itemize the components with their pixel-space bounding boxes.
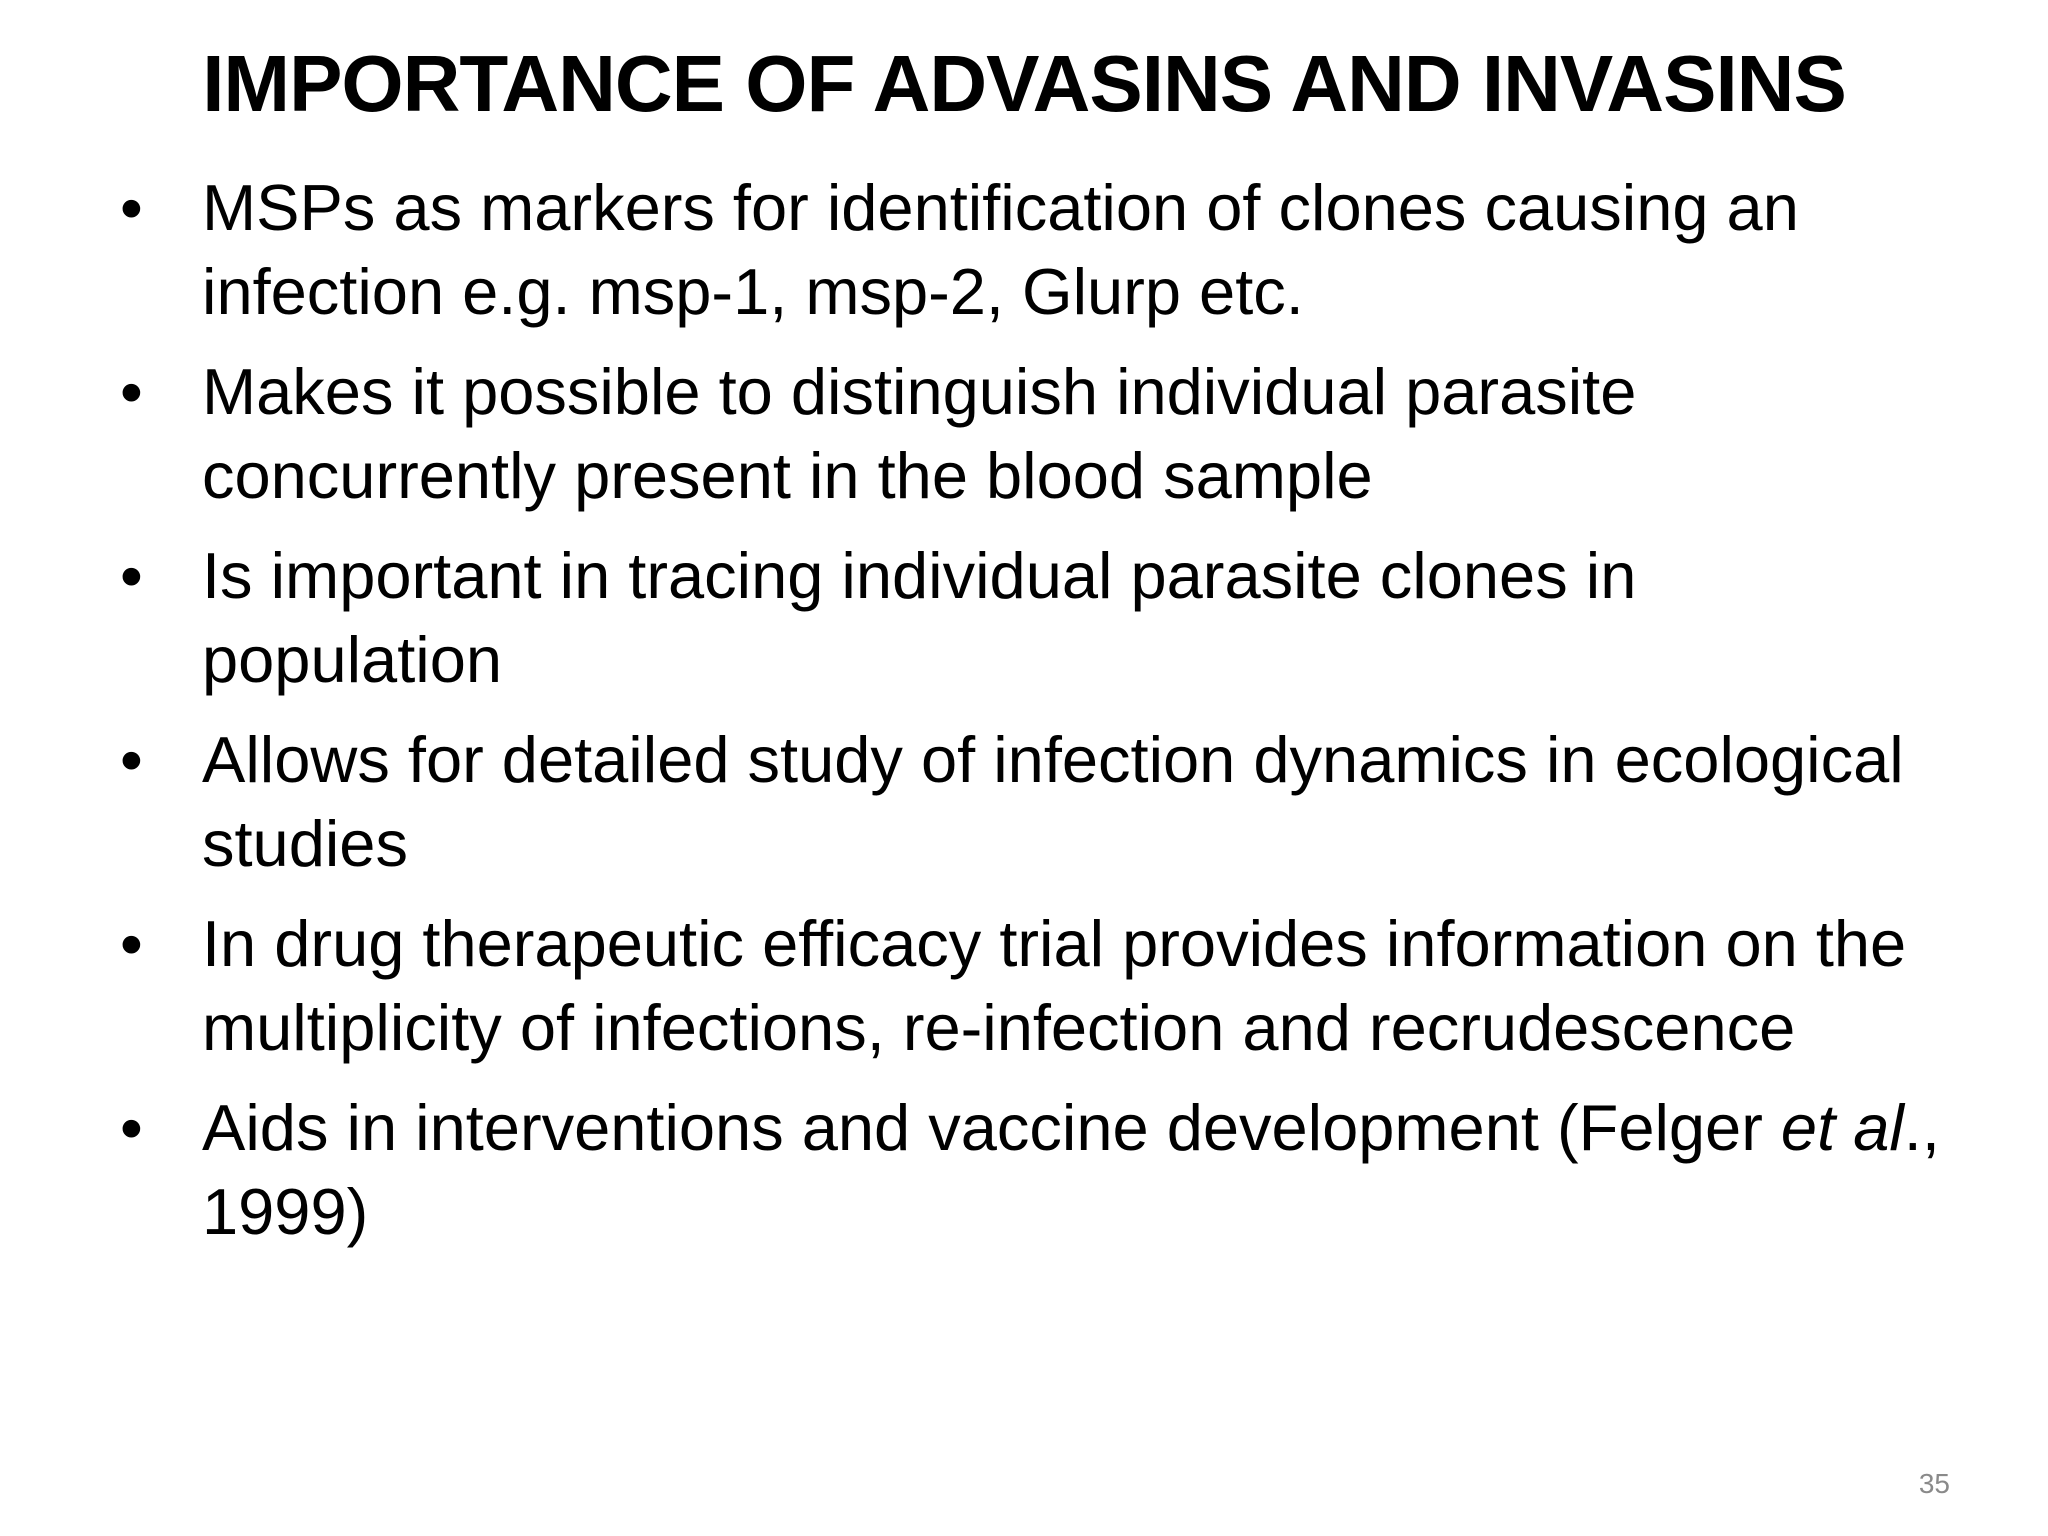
bullet-icon: • xyxy=(120,907,143,980)
bullet-item-citation xyxy=(120,1086,1950,1254)
bullet-text-after: ., 1999) xyxy=(202,1091,1940,1248)
citation-et-al: et al xyxy=(1780,1091,1904,1164)
bullet-item xyxy=(120,534,1950,702)
bullet-text: Allows for detailed study of infection dynamics in ecological studies xyxy=(202,723,1904,880)
bullet-text: Is important in tracing individual parasite clones in population xyxy=(202,539,1637,696)
bullet-list xyxy=(120,166,1950,1270)
bullet-text-before: Aids in interventions and vaccine development (Felger xyxy=(202,1091,1781,1164)
slide-title: IMPORTANCE OF ADVASINS AND INVASINS xyxy=(202,39,1846,128)
bullet-text: In drug therapeutic efficacy trial provides information on the multiplicity of infections, re-infection and recrudescence xyxy=(202,907,1907,1064)
bullet-icon: • xyxy=(120,539,143,612)
bullet-text: MSPs as markers for identification of clones causing an infection e.g. msp-1, msp-2, Glurp etc. xyxy=(202,171,1799,328)
bullet-item xyxy=(120,350,1950,518)
bullet-item xyxy=(120,166,1950,334)
bullet-icon: • xyxy=(120,171,143,244)
bullet-icon: • xyxy=(120,723,143,796)
page-number: 35 xyxy=(1918,1468,1950,1499)
bullet-text: Makes it possible to distinguish individual parasite concurrently present in the blood sample xyxy=(202,355,1637,512)
bullet-icon: • xyxy=(120,1091,143,1164)
bullet-item xyxy=(120,902,1950,1070)
bullet-text xyxy=(202,1091,1940,1248)
bullet-item xyxy=(120,718,1950,886)
bullet-icon: • xyxy=(120,355,143,428)
